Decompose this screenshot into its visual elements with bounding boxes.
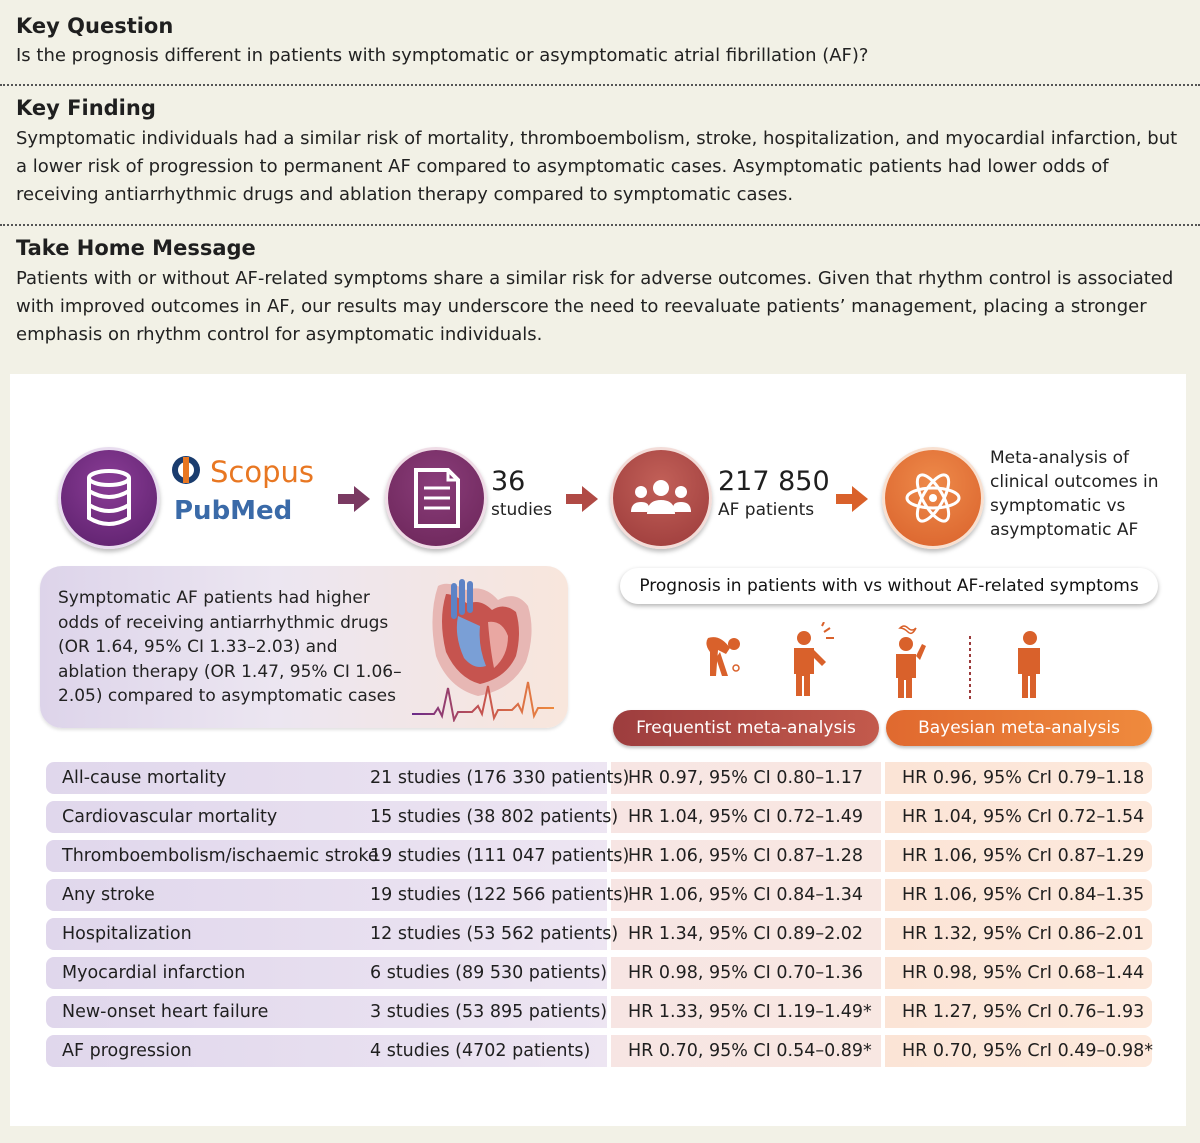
scopus-logo <box>170 452 330 496</box>
patients-count: 217 850 <box>718 466 830 497</box>
take-home-title: Take Home Message <box>16 236 256 260</box>
frequentist-result: HR 0.97, 95% CI 0.80–1.17 <box>628 768 864 788</box>
outcome-name: Any stroke <box>62 885 155 905</box>
take-home-text: Patients with or without AF-related symptoms share a similar risk for adverse outcomes. Given that rhythm control is associated with improved outcomes in AF, our results may underscore the need to reevaluate patients’ management, placing a stronger emphasis on rhythm control for asymptomatic individuals. <box>16 268 1174 345</box>
frequentist-result: HR 1.06, 95% CI 0.84–1.34 <box>628 885 864 905</box>
frequentist-result: HR 0.70, 95% CI 0.54–0.89* <box>628 1041 872 1061</box>
studies-count: 36 <box>491 466 526 497</box>
symptomatic-text: Symptomatic AF patients had higher odds of receiving antiarrhythmic drugs (OR 1.64, 95% CI 1.33–2.03) and ablation therapy (OR 1.47, 95% CI 1.06–2.05) compared to asymptomatic cases <box>58 588 402 706</box>
frequentist-result: HR 0.98, 95% CI 0.70–1.36 <box>628 963 864 983</box>
outcome-studies: 19 studies (122 566 patients) <box>370 885 630 905</box>
outcome-studies: 3 studies (53 895 patients) <box>370 1002 608 1022</box>
frequentist-result: HR 1.04, 95% CI 0.72–1.49 <box>628 807 864 827</box>
bayesian-header: Bayesian meta-analysis <box>886 710 1152 746</box>
frequentist-result: HR 1.34, 95% CI 0.89–2.02 <box>628 924 864 944</box>
bayesian-result: HR 1.27, 95% CrI 0.76–1.93 <box>902 1002 1145 1022</box>
key-question-title: Key Question <box>16 14 174 38</box>
bayesian-result: HR 0.98, 95% CrI 0.68–1.44 <box>902 963 1145 983</box>
bayesian-result: HR 1.06, 95% CrI 0.84–1.35 <box>902 885 1145 905</box>
table-row <box>46 801 1152 833</box>
pubmed-logo: PubMed <box>174 496 293 526</box>
frequentist-result: HR 1.33, 95% CI 1.19–1.49* <box>628 1002 872 1022</box>
outcome-studies: 12 studies (53 562 patients) <box>370 924 619 944</box>
frequentist-header: Frequentist meta-analysis <box>613 710 879 746</box>
outcome-name: All-cause mortality <box>62 768 227 788</box>
outcome-name: Cardiovascular mortality <box>62 807 278 827</box>
table-row <box>46 762 1152 794</box>
key-finding-text: Symptomatic individuals had a similar risk of mortality, thromboembolism, stroke, hospitalization, and myocardial infarction, but a lower risk of progression to permanent AF compared to asymptomatic cases. Asymptomatic patients had lower odds of receiving antiarrhythmic drugs and ablation therapy compared to symptomatic cases. <box>16 128 1178 205</box>
outcome-name: Myocardial infarction <box>62 963 246 983</box>
divider <box>0 84 1200 86</box>
bayesian-result: HR 0.96, 95% CrI 0.79–1.18 <box>902 768 1145 788</box>
divider <box>0 224 1200 226</box>
table-row <box>46 996 1152 1028</box>
symptomatic-box <box>40 566 568 728</box>
outcome-studies: 21 studies (176 330 patients) <box>370 768 630 788</box>
patients-label: AF patients <box>718 500 815 520</box>
prognosis-title: Prognosis in patients with vs without AF-related symptoms <box>620 568 1158 604</box>
database-icon <box>58 447 160 549</box>
arrow-right-icon <box>836 486 868 512</box>
key-question-text: Is the prognosis different in patients with symptomatic or asymptomatic atrial fibrillation (AF)? <box>16 45 869 66</box>
outcome-name: AF progression <box>62 1041 192 1061</box>
outcome-name: New-onset heart failure <box>62 1002 269 1022</box>
outcome-name: Hospitalization <box>62 924 192 944</box>
outcome-studies: 19 studies (111 047 patients) <box>370 846 630 866</box>
arrow-right-icon <box>566 486 598 512</box>
bayesian-result: HR 1.32, 95% CrI 0.86–2.01 <box>902 924 1145 944</box>
table-row <box>46 840 1152 872</box>
arrow-right-icon <box>338 486 370 512</box>
frequentist-result: HR 1.06, 95% CI 0.87–1.28 <box>628 846 864 866</box>
outcome-studies: 4 studies (4702 patients) <box>370 1041 591 1061</box>
header-section <box>0 0 1200 370</box>
bayesian-result: HR 1.06, 95% CrI 0.87–1.29 <box>902 846 1145 866</box>
bayesian-result: HR 0.70, 95% CrI 0.49–0.98* <box>902 1041 1153 1061</box>
outcome-name: Thromboembolism/ischaemic stroke <box>62 846 379 866</box>
key-finding-title: Key Finding <box>16 96 156 120</box>
bayesian-result: HR 1.04, 95% CrI 0.72–1.54 <box>902 807 1145 827</box>
heart-ecg-icon <box>408 576 558 722</box>
outcome-studies: 6 studies (89 530 patients) <box>370 963 608 983</box>
people-icon <box>610 447 712 549</box>
outcome-studies: 15 studies (38 802 patients) <box>370 807 619 827</box>
studies-label: studies <box>491 500 553 520</box>
document-icon <box>385 447 487 549</box>
atom-icon <box>882 447 984 549</box>
graphical-abstract-panel <box>10 374 1186 1126</box>
patient-figures <box>700 622 1060 702</box>
table-row <box>46 918 1152 950</box>
scopus-text: Scopus <box>210 455 314 489</box>
table-row <box>46 879 1152 911</box>
table-row <box>46 1035 1152 1067</box>
meta-analysis-description: Meta-analysis of clinical outcomes in symptomatic vs asymptomatic AF <box>990 448 1159 540</box>
table-row <box>46 957 1152 989</box>
